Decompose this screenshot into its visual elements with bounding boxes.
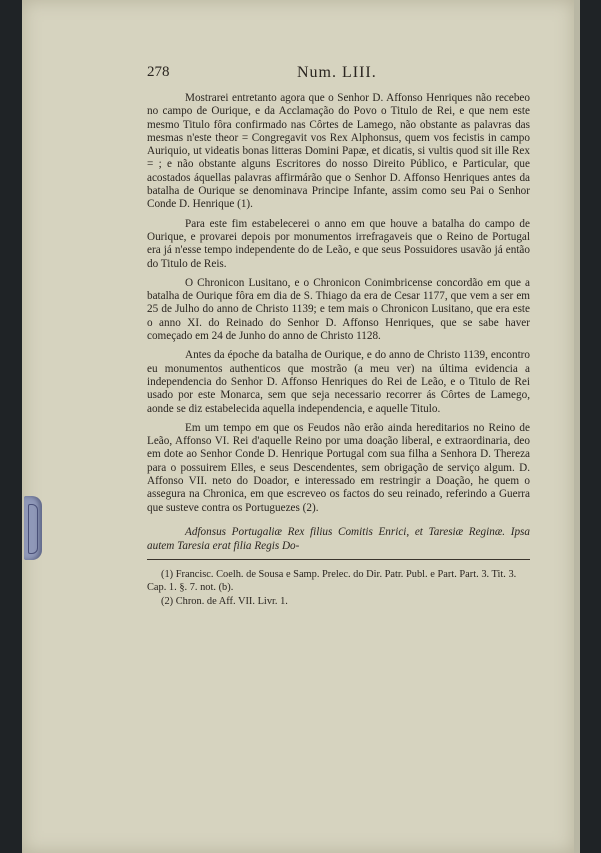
page-edge bbox=[574, 0, 580, 853]
footnote-1: (1) Francisc. Coelh. de Sousa e Samp. Prelec. do Dir. Patr. Publ. e Part. Part. 3. Tit. 3. Cap. 1. §. 7. not. (b). bbox=[147, 568, 517, 593]
paragraph-4: Antes da époche da batalha de Ourique, e do anno de Christo 1139, encontro eu monumentos authenticos que mostrão (a meu ver) na última evidencia a independencia do Senhor D. Affonso Henriques do Rei de Leão, e o Titulo de Rei usado por este Monarca, sem que seja necessario recorrer ás Côrtes de Lamego, aonde se diz estabelecida aquella independencia, e aquelle Titulo. bbox=[147, 349, 530, 415]
running-title: Num. LIII. bbox=[297, 64, 377, 81]
bookmark-tab-inner bbox=[28, 504, 38, 554]
footnote-2: (2) Chron. de Aff. VII. Livr. 1. bbox=[161, 595, 288, 607]
paragraph-5: Em um tempo em que os Feudos não erão ainda hereditarios no Reino de Leão, Affonso VI. Rei d'aquelle Reino por uma doação liberal, e extraordinaria, deo em dote ao Senhor Conde D. Henrique Portugal com sua filha a Senhora D. Thereza para o possuirem Elles, e seus Descendentes, sem obrigação de serviço algum. D. Affonso VII. neto do Doador, e interessado em restringir a Doação, he quem o assegura na Chronica, em que escreveo os factos do seu reinado, referindo a Guerra que susteve contra os Portuguezes (2). bbox=[147, 421, 530, 514]
page-number: 278 bbox=[147, 64, 170, 80]
page-header bbox=[147, 64, 530, 92]
latin-quote: Adfonsus Portugaliæ Rex filius Comitis Enrici, et Taresiæ Reginæ. Ipsa autem Taresia erat filia Regis Do- bbox=[147, 525, 530, 552]
paragraph-3: O Chronicon Lusitano, e o Chronicon Conimbricense concordão em que a batalha de Ourique fôra em dia de S. Thiago da era de Cesar 1177, que vem a ser em 25 de Julho do anno de Christo 1139; e tem mais o Chronicon Lusitano, que era este o anno XI. do Reinado do Senhor D. Affonso Henriques, que se sabe haver começado em 24 de Junho do anno de Christo 1128. bbox=[147, 276, 530, 343]
bookmark-tab-icon bbox=[24, 496, 42, 560]
paragraph-1: Mostrarei entretanto agora que o Senhor D. Affonso Henriques não recebeo no campo de Ourique, e da Acclamação do Povo o Titulo de Rei, e que nem este mesmo Titulo fôra confirmado nas Côrtes de Lamego, não obstante as palavras das mesmas n'este theor = Congregavit vos Rex Alphonsus, quem vos fecistis in campo Auriquio, ut videatis bonas litteras Domini Papæ, et dicatis, si vultis quod sit ille Rex = ; e não obstante alguns Escritores do nosso Direito Público, e Particular, que acostados áquellas palavras affirmárão que o Senhor D. Affonso Henriques antes da batalha de Ourique se denominava Principe Infante, assim como seu Pai o Senhor Conde D. Henrique (1). bbox=[147, 92, 530, 211]
paragraph-2: Para este fim estabelecerei o anno em que houve a batalha do campo de Ourique, e provarei depois por monumentos irrefragaveis que o Reino de Portugal era já n'esse tempo independente do de Leão, e que seus Possuidores usavão já então do Titulo de Reis. bbox=[147, 217, 530, 270]
footnotes bbox=[147, 568, 530, 608]
body-text bbox=[147, 92, 530, 515]
footnote-rule bbox=[147, 559, 530, 560]
page-content bbox=[147, 64, 530, 609]
